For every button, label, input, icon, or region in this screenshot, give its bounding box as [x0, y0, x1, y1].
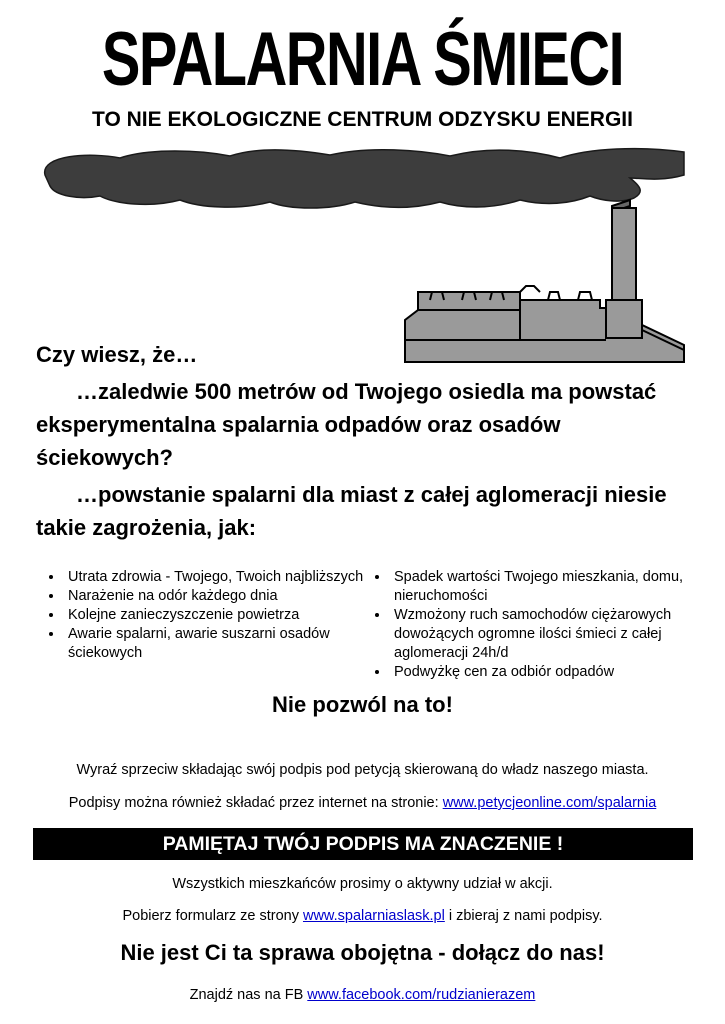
threats-list-right	[370, 568, 695, 682]
list-item: • Spadek wartości Twojego mieszkania, domu, nieruchomości	[390, 568, 695, 606]
incinerator-illustration	[0, 140, 725, 370]
download-form-line	[0, 908, 725, 924]
intro-section	[36, 338, 696, 544]
online-petition-line	[0, 795, 725, 811]
download-form-text: Pobierz formularz ze strony	[122, 908, 299, 924]
smoke-cloud	[45, 149, 684, 208]
footer-line	[0, 987, 725, 1003]
call-to-action: Nie pozwól na to!	[272, 692, 453, 717]
list-item: • Podwyżkę cen za odbiór odpadów	[390, 663, 695, 682]
participation-line: Wszystkich mieszkańców prosimy o aktywny udział w akcji.	[172, 876, 553, 892]
signature-banner: PAMIĘTAJ TWÓJ PODPIS MA ZNACZENIE !	[33, 828, 693, 860]
poster-title: SPALARNIA ŚMIECI	[101, 17, 624, 102]
footer-text: Znajdź nas na FB	[189, 987, 304, 1003]
join-heading: Nie jest Ci ta sprawa obojętna - dołącz do nas!	[120, 940, 605, 965]
intro-paragraph-threats: …powstanie spalarni dla miast z całej aglomeracji niesie takie zagrożenia, jak:	[36, 482, 667, 540]
list-item: • Narażenie na odór każdego dnia	[64, 587, 364, 606]
download-form-text-after: i zbieraj z nami podpisy.	[448, 908, 603, 924]
intro-paragraph-distance: …zaledwie 500 metrów od Twojego osiedla ma powstać eksperymentalna spalarnia odpadów oraz osadów ściekowych?	[36, 379, 657, 470]
intro-question: Czy wiesz, że…	[36, 342, 198, 367]
threats-list-left	[44, 568, 364, 663]
list-item: • Utrata zdrowia - Twojego, Twoich najbliższych	[64, 568, 364, 587]
poster-subtitle: TO NIE EKOLOGICZNE CENTRUM ODZYSKU ENERGII	[92, 108, 633, 131]
online-petition-text: Podpisy można również składać przez internet na stronie:	[68, 795, 439, 811]
list-item: • Awarie spalarni, awarie suszarni osadów ściekowych	[64, 625, 364, 663]
petition-line: Wyraź sprzeciw składając swój podpis pod petycją skierowaną do władz naszego miasta.	[76, 762, 649, 778]
spalarniaslask-link[interactable]: www.spalarniaslask.pl	[302, 908, 445, 924]
list-item: • Wzmożony ruch samochodów ciężarowych dowożących ogromne ilości śmieci z całej aglomeracji 24h/d	[390, 606, 695, 663]
petition-link[interactable]: www.petycjeonline.com/spalarnia	[442, 795, 657, 811]
facebook-link[interactable]: www.facebook.com/rudzianierazem	[307, 987, 536, 1003]
list-item: • Kolejne zanieczyszczenie powietrza	[64, 606, 364, 625]
